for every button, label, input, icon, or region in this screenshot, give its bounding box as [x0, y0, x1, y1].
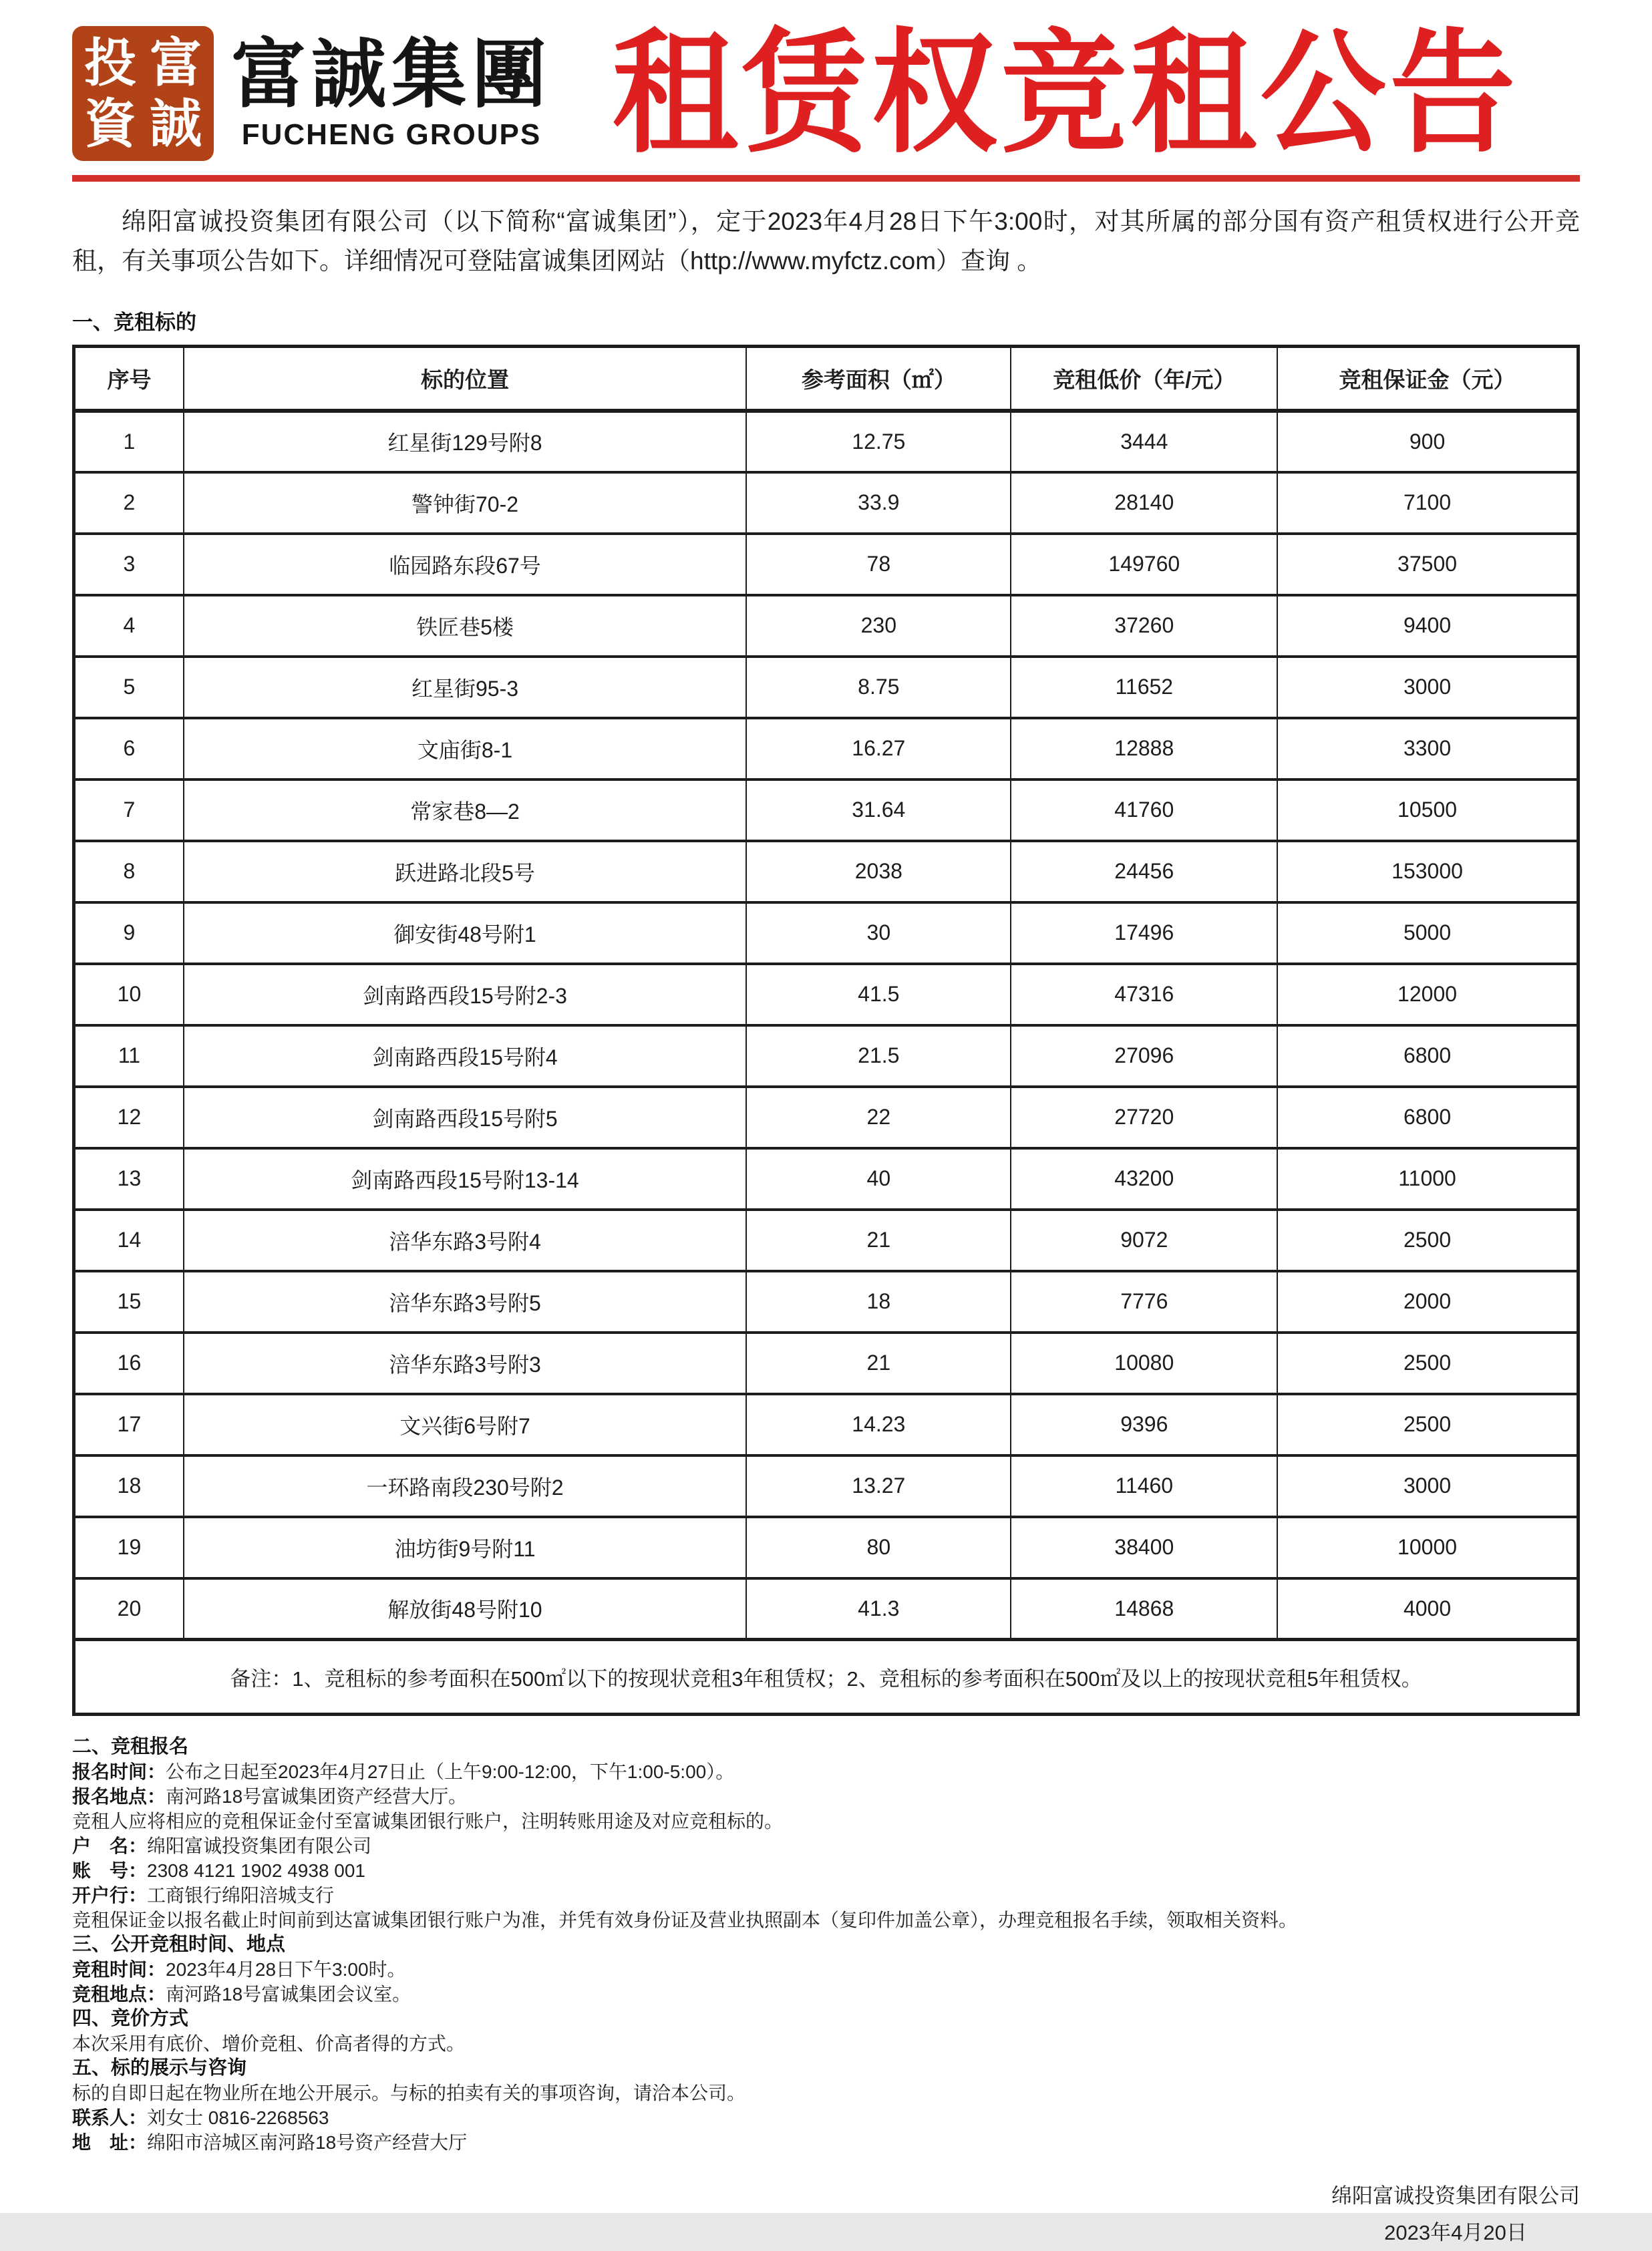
cell-deposit: 9400: [1277, 595, 1578, 657]
cell-deposit: 3000: [1277, 657, 1578, 718]
line-text: 2023年4月28日下午3:00时。: [166, 1959, 406, 1980]
cell-deposit: 2500: [1277, 1210, 1578, 1271]
cell-deposit: 12000: [1277, 964, 1578, 1025]
cell-location: 剑南路西段15号附2-3: [184, 964, 746, 1025]
notice-line: [72, 1982, 1580, 2007]
notice-line: [72, 1759, 1580, 1784]
cell-index: 14: [74, 1210, 184, 1271]
cell-min-price: 9072: [1011, 1210, 1277, 1271]
cell-location: 临园路东段67号: [184, 534, 746, 595]
cell-location: 常家巷8—2: [184, 780, 746, 841]
line-label: 报名时间：: [72, 1761, 166, 1782]
cell-min-price: 24456: [1011, 841, 1277, 902]
cell-area: 31.64: [746, 780, 1011, 841]
cell-area: 2038: [746, 841, 1011, 902]
cell-location: 文庙街8-1: [184, 718, 746, 780]
cell-deposit: 11000: [1277, 1148, 1578, 1210]
cell-location: 涪华东路3号附3: [184, 1333, 746, 1394]
cell-location: 剑南路西段15号附4: [184, 1025, 746, 1087]
notice-line: [72, 2081, 1580, 2105]
cell-location: 涪华东路3号附4: [184, 1210, 746, 1271]
notice-line: [72, 2031, 1580, 2056]
notice-section-display-consult: [72, 2056, 1580, 2155]
cell-area: 16.27: [746, 718, 1011, 780]
section-lines: [72, 1759, 1580, 1932]
line-text: 公布之日起至2023年4月27日止（上午9:00-12:00，下午1:00-5:00）。: [166, 1761, 735, 1782]
cell-location: 剑南路西段15号附5: [184, 1087, 746, 1148]
table-row: [74, 902, 1579, 964]
line-text: 2308 4121 1902 4938 001: [147, 1860, 366, 1881]
cell-min-price: 41760: [1011, 780, 1277, 841]
table-row: [74, 841, 1579, 902]
cell-index: 2: [74, 472, 184, 534]
table-row: [74, 1148, 1579, 1210]
bidding-table: [72, 345, 1580, 1716]
notice-section-time-place: [72, 1932, 1580, 2007]
cell-index: 20: [74, 1578, 184, 1640]
cell-index: 19: [74, 1517, 184, 1578]
cell-deposit: 7100: [1277, 472, 1578, 534]
cell-deposit: 153000: [1277, 841, 1578, 902]
notice-line: [72, 2130, 1580, 2155]
cell-area: 33.9: [746, 472, 1011, 534]
cell-min-price: 27096: [1011, 1025, 1277, 1087]
table-note: 备注：1、竞租标的参考面积在500㎡以下的按现状竞租3年租赁权；2、竞租标的参考面积在500㎡及以上的按现状竞租5年租赁权。: [74, 1640, 1579, 1715]
cell-min-price: 11652: [1011, 657, 1277, 718]
intro-paragraph: 绵阳富诚投资集团有限公司（以下简称“富诚集团”），定于2023年4月28日下午3:00时，对其所属的部分国有资产租赁权进行公开竞租，有关事项公告如下。详细情况可登陆富诚集团网站（http://www.myfctz.com）查询 。: [72, 208, 1580, 275]
company-seal-stamp: [72, 26, 214, 161]
cell-deposit: 2000: [1277, 1271, 1578, 1333]
cell-location: 红星街129号附8: [184, 411, 746, 472]
cell-index: 1: [74, 411, 184, 472]
footer-signature: [1331, 2178, 1580, 2251]
table-row: [74, 1333, 1579, 1394]
table-row: [74, 595, 1579, 657]
table-row: [74, 1578, 1579, 1640]
cell-index: 11: [74, 1025, 184, 1087]
line-text: 标的自即日起在物业所在地公开展示。与标的拍卖有关的事项咨询，请洽本公司。: [72, 2083, 746, 2103]
company-name-cn: 富誠集團: [231, 31, 552, 119]
table-row: [74, 472, 1579, 534]
table-note-row: [74, 1640, 1579, 1715]
cell-location: 跃进路北段5号: [184, 841, 746, 902]
table-row: [74, 780, 1579, 841]
cell-location: 文兴街6号附7: [184, 1394, 746, 1455]
table-row: [74, 1210, 1579, 1271]
cell-min-price: 7776: [1011, 1271, 1277, 1333]
cell-min-price: 10080: [1011, 1333, 1277, 1394]
header: [72, 17, 1580, 170]
cell-location: 御安街48号附1: [184, 902, 746, 964]
cell-location: 警钟街70-2: [184, 472, 746, 534]
brand-block: [231, 31, 552, 152]
cell-index: 17: [74, 1394, 184, 1455]
cell-index: 4: [74, 595, 184, 657]
cell-deposit: 3300: [1277, 718, 1578, 780]
seal-character: 投: [84, 32, 136, 94]
cell-location: 剑南路西段15号附13-14: [184, 1148, 746, 1210]
cell-index: 18: [74, 1455, 184, 1517]
cell-index: 15: [74, 1271, 184, 1333]
table-row: [74, 411, 1579, 472]
notice-line: [72, 2105, 1580, 2130]
notice-line: [72, 1957, 1580, 1982]
cell-deposit: 5000: [1277, 902, 1578, 964]
cell-min-price: 14868: [1011, 1578, 1277, 1640]
section-heading: 五、标的展示与咨询: [72, 2057, 247, 2079]
cell-deposit: 6800: [1277, 1087, 1578, 1148]
cell-area: 41.3: [746, 1578, 1011, 1640]
section-heading: 三、公开竞租时间、地点: [72, 1934, 286, 1955]
line-label: 开户行：: [72, 1885, 148, 1906]
notice-sections: [72, 1735, 1580, 2155]
seal-character: 誠: [149, 93, 202, 154]
cell-min-price: 38400: [1011, 1517, 1277, 1578]
cell-index: 6: [74, 718, 184, 780]
cell-area: 18: [746, 1271, 1011, 1333]
notice-line: [72, 1834, 1580, 1858]
line-text: 本次采用有底价、增价竞租、价高者得的方式。: [72, 2033, 466, 2054]
red-divider: [72, 175, 1580, 182]
footer-date: 2023年4月20日: [1384, 2221, 1527, 2244]
cell-area: 230: [746, 595, 1011, 657]
cell-min-price: 149760: [1011, 534, 1277, 595]
table-row: [74, 534, 1579, 595]
col-header-deposit: 竞租保证金（元）: [1277, 347, 1578, 411]
notice-line: [72, 1858, 1580, 1883]
table-footer: [74, 1640, 1579, 1715]
cell-min-price: 11460: [1011, 1455, 1277, 1517]
cell-area: 80: [746, 1517, 1011, 1578]
cell-min-price: 9396: [1011, 1394, 1277, 1455]
cell-location: 铁匠巷5楼: [184, 595, 746, 657]
cell-area: 12.75: [746, 411, 1011, 472]
table-row: [74, 1025, 1579, 1087]
cell-min-price: 43200: [1011, 1148, 1277, 1210]
line-text: 南河路18号富诚集团资产经营大厅。: [166, 1786, 468, 1807]
section1-heading: 一、竞租标的: [72, 311, 196, 334]
cell-area: 22: [746, 1087, 1011, 1148]
line-label: 竞租地点：: [72, 1984, 166, 2005]
cell-area: 78: [746, 534, 1011, 595]
footer-company: 绵阳富诚投资集团有限公司: [1331, 2184, 1580, 2208]
cell-location: 解放街48号附10: [184, 1578, 746, 1640]
cell-location: 一环路南段230号附2: [184, 1455, 746, 1517]
company-name-en: FUCHENG GROUPS: [241, 118, 542, 151]
notice-line: [72, 1784, 1580, 1809]
cell-deposit: 37500: [1277, 534, 1578, 595]
line-label: 竞租时间：: [72, 1959, 166, 1980]
cell-min-price: 37260: [1011, 595, 1277, 657]
cell-index: 7: [74, 780, 184, 841]
cell-area: 21.5: [746, 1025, 1011, 1087]
cell-location: 油坊街9号附11: [184, 1517, 746, 1578]
cell-area: 21: [746, 1210, 1011, 1271]
table-header-row: [74, 347, 1579, 411]
section-heading: 四、竞价方式: [72, 2008, 189, 2029]
cell-area: 21: [746, 1333, 1011, 1394]
line-label: 户 名：: [72, 1836, 148, 1856]
notice-line: [72, 1809, 1580, 1834]
cell-deposit: 2500: [1277, 1333, 1578, 1394]
cell-min-price: 27720: [1011, 1087, 1277, 1148]
table-body: [74, 411, 1579, 1640]
cell-area: 40: [746, 1148, 1011, 1210]
notice-line: [72, 1883, 1580, 1908]
line-text: 绵阳富诚投资集团有限公司: [147, 1836, 372, 1856]
cell-area: 30: [746, 902, 1011, 964]
line-text: 绵阳市涪城区南河路18号资产经营大厅: [147, 2132, 468, 2153]
seal-character: 資: [84, 93, 136, 154]
col-header-location: 标的位置: [184, 347, 746, 411]
line-text: 刘女士 0816-2268563: [147, 2107, 329, 2128]
cell-min-price: 3444: [1011, 411, 1277, 472]
line-label: 地 址：: [72, 2132, 148, 2153]
cell-index: 10: [74, 964, 184, 1025]
cell-deposit: 10500: [1277, 780, 1578, 841]
cell-deposit: 6800: [1277, 1025, 1578, 1087]
table-row: [74, 1394, 1579, 1455]
cell-area: 13.27: [746, 1455, 1011, 1517]
cell-location: 涪华东路3号附5: [184, 1271, 746, 1333]
table-row: [74, 1455, 1579, 1517]
notice-line: [72, 1908, 1580, 1932]
table-header: [74, 347, 1579, 411]
seal-character: 富: [149, 32, 202, 94]
table-row: [74, 718, 1579, 780]
cell-index: 9: [74, 902, 184, 964]
cell-index: 5: [74, 657, 184, 718]
announcement-title: 租赁权竞租公告: [612, 19, 1520, 168]
cell-min-price: 28140: [1011, 472, 1277, 534]
line-label: 账 号：: [72, 1860, 148, 1881]
section-lines: [72, 1957, 1580, 2007]
cell-min-price: 47316: [1011, 964, 1277, 1025]
line-text: 竞租人应将相应的竞租保证金付至富诚集团银行账户，注明转账用途及对应竞租标的。: [72, 1811, 784, 1832]
table-row: [74, 1517, 1579, 1578]
cell-deposit: 3000: [1277, 1455, 1578, 1517]
section-lines: [72, 2081, 1580, 2155]
line-label: 报名地点：: [72, 1786, 166, 1807]
table-row: [74, 1271, 1579, 1333]
section-lines: [72, 2031, 1580, 2056]
notice-section-bid-method: [72, 2007, 1580, 2056]
cell-min-price: 17496: [1011, 902, 1277, 964]
line-text: 工商银行绵阳涪城支行: [147, 1885, 335, 1906]
col-header-min-price: 竞租低价（年/元）: [1011, 347, 1277, 411]
cell-index: 13: [74, 1148, 184, 1210]
cell-index: 3: [74, 534, 184, 595]
cell-area: 14.23: [746, 1394, 1011, 1455]
line-text: 竞租保证金以报名截止时间前到达富诚集团银行账户为准，并凭有效身份证及营业执照副本（复印件加盖公章），办理竞租报名手续，领取相关资料。: [72, 1910, 1298, 1930]
cell-index: 16: [74, 1333, 184, 1394]
cell-min-price: 12888: [1011, 718, 1277, 780]
cell-area: 41.5: [746, 964, 1011, 1025]
table-row: [74, 964, 1579, 1025]
cell-deposit: 2500: [1277, 1394, 1578, 1455]
cell-area: 8.75: [746, 657, 1011, 718]
section-heading: 二、竞租报名: [72, 1736, 189, 1757]
table-row: [74, 657, 1579, 718]
table-row: [74, 1087, 1579, 1148]
cell-index: 8: [74, 841, 184, 902]
col-header-area: 参考面积（㎡）: [746, 347, 1011, 411]
line-label: 联系人：: [72, 2107, 148, 2128]
cell-deposit: 10000: [1277, 1517, 1578, 1578]
line-text: 南河路18号富诚集团会议室。: [166, 1984, 411, 2005]
notice-section-registration: [72, 1735, 1580, 1932]
cell-location: 红星街95-3: [184, 657, 746, 718]
col-header-index: 序号: [74, 347, 184, 411]
cell-deposit: 900: [1277, 411, 1578, 472]
cell-deposit: 4000: [1277, 1578, 1578, 1640]
cell-index: 12: [74, 1087, 184, 1148]
